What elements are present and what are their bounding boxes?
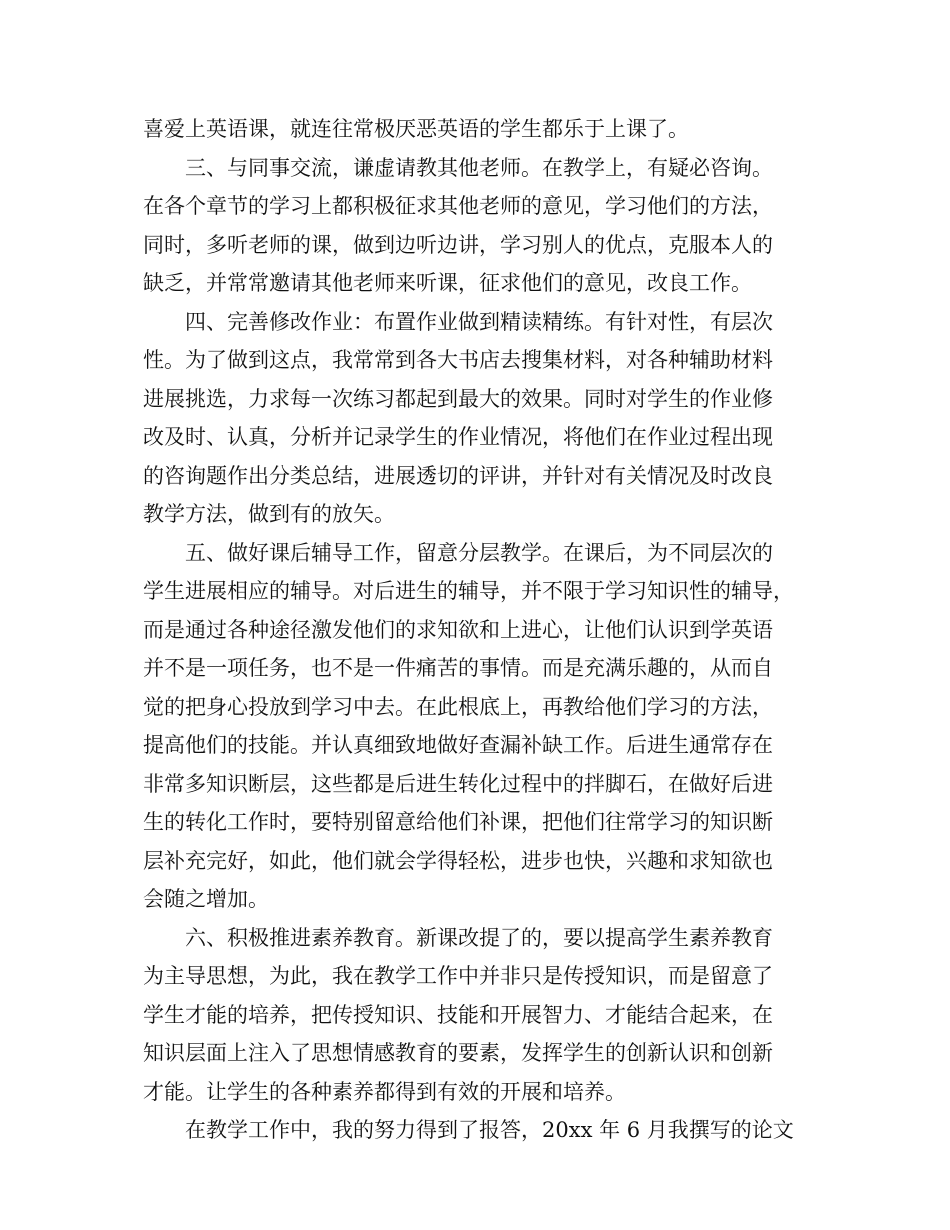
text-line: 学生进展相应的辅导。对后进生的辅导，并不限于学习知识性的辅导，: [143, 579, 794, 603]
paragraph-heading-line: 三、与同事交流，谦虚请教其他老师。在教学上，有疑必咨询。: [185, 155, 773, 180]
text-line: 的咨询题作出分类总结，进展透切的评讲，并针对有关情况及时改良: [143, 463, 773, 488]
text-line: 而是通过各种途径激发他们的求知欲和上进心，让他们认识到学英语: [143, 617, 773, 642]
paragraph-heading-line: 五、做好课后辅导工作，留意分层教学。在课后，为不同层次的: [185, 540, 773, 565]
text-line: 提高他们的技能。并认真细致地做好查漏补缺工作。后进生通常存在: [143, 733, 773, 757]
text-line: 缺乏，并常常邀请其他老师来听课，征求他们的意见，改良工作。: [143, 271, 752, 295]
text-line: 非常多知识断层，这些都是后进生转化过程中的拌脚石，在做好后进: [143, 771, 773, 796]
text-line: 在各个章节的学习上都积极征求其他老师的意见，学习他们的方法，: [143, 194, 773, 218]
text-line: 同时，多听老师的课，做到边听边讲，学习别人的优点，克服本人的: [143, 232, 773, 257]
text-line: 会随之增加。: [143, 887, 269, 911]
text-line: 知识层面上注入了思想情感教育的要素，发挥学生的创新认识和创新: [143, 1041, 773, 1065]
text-line: 为主导思想，为此，我在教学工作中并非只是传授知识，而是留意了: [143, 964, 773, 988]
text-line: 喜爱上英语课，就连往常极厌恶英语的学生都乐于上课了。: [143, 117, 689, 141]
text-line: 改及时、认真，分析并记录学生的作业情况，将他们在作业过程出现: [143, 425, 773, 449]
paragraph-heading-line: 四、完善修改作业：布置作业做到精读精练。有针对性，有层次: [185, 309, 773, 334]
text-line: 并不是一项任务，也不是一件痛苦的事情。而是充满乐趣的，从而自: [143, 656, 773, 680]
body-text: [143, 110, 823, 1150]
text-line: 教学方法，做到有的放矢。: [143, 502, 395, 526]
text-line: 觉的把身心投放到学习中去。在此根底上，再教给他们学习的方法，: [143, 694, 773, 719]
text-line: 进展挑选，力求每一次练习都起到最大的效果。同时对学生的作业修: [143, 386, 773, 411]
paragraph-heading-line: 六、积极推进素养教育。新课改提了的，要以提高学生素养教育: [185, 925, 773, 950]
paragraph-heading-line: 在教学工作中，我的努力得到了报答，20xx 年 6 月我撰写的论文: [185, 1118, 794, 1142]
text-line: 层补充完好，如此，他们就会学得轻松，进步也快，兴趣和求知欲也: [143, 848, 773, 873]
text-line: 学生才能的培养，把传授知识、技能和开展智力、才能结合起来，在: [143, 1002, 773, 1027]
text-line: 生的转化工作时，要特别留意给他们补课，把他们往常学习的知识断: [143, 810, 773, 834]
text-line: 性。为了做到这点，我常常到各大书店去搜集材料，对各种辅助材料: [143, 348, 773, 372]
text-line: 才能。让学生的各种素养都得到有效的开展和培养。: [143, 1079, 626, 1104]
